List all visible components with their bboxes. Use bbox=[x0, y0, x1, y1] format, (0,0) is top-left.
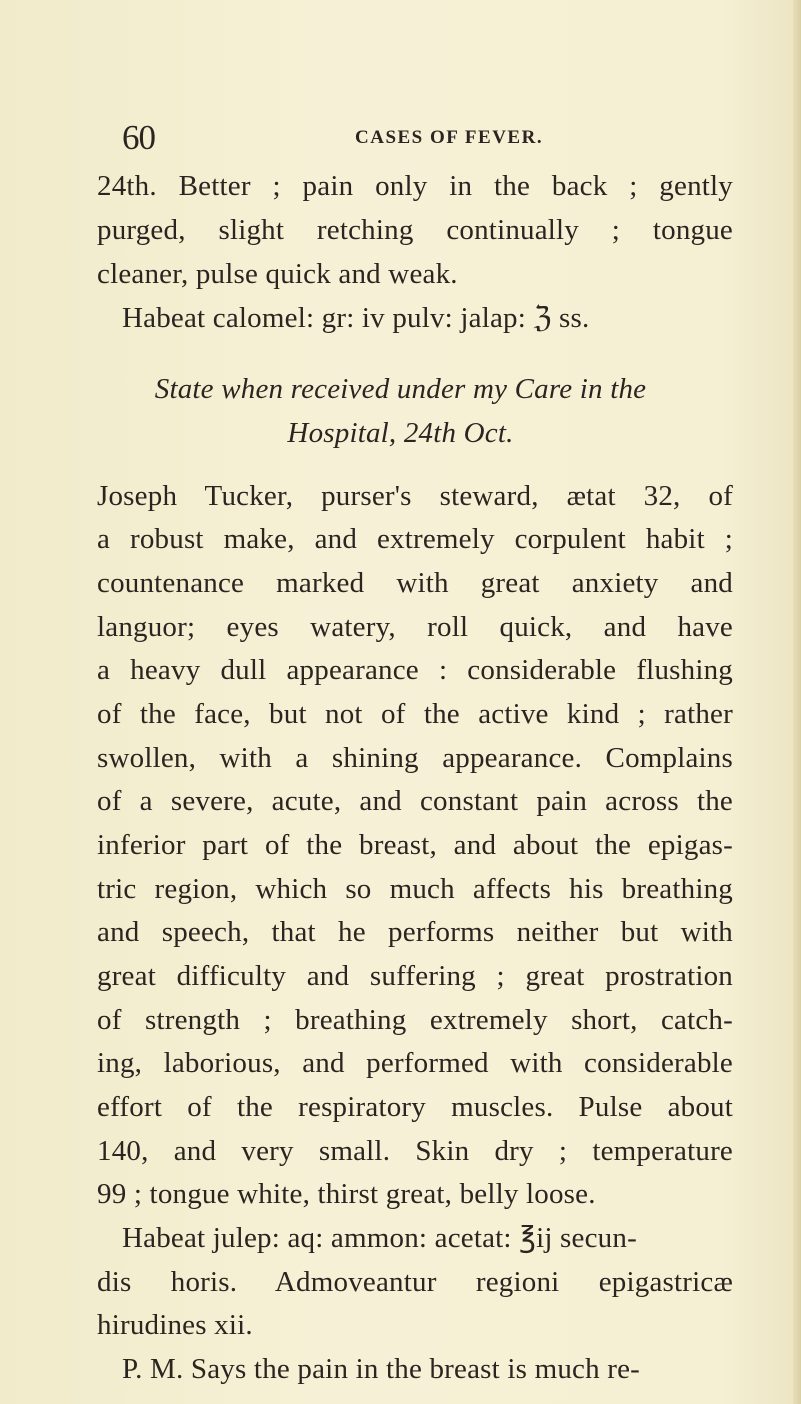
prescription-line: Habeat julep: aq: ammon: acetat: ℥ij secun- bbox=[122, 1222, 637, 1254]
page-edge bbox=[793, 0, 801, 1404]
text-line: Joseph Tucker, purser's steward, ætat 32, of bbox=[97, 480, 733, 512]
text-line: countenance marked with great anxiety and bbox=[97, 567, 733, 599]
text-line: of strength ; breathing extremely short, catch- bbox=[97, 1004, 733, 1036]
text-line: great difficulty and suffering ; great prostration bbox=[97, 960, 733, 992]
text-line: a heavy dull appearance : considerable flushing bbox=[97, 654, 733, 686]
text-line: swollen, with a shining appearance. Complains bbox=[97, 742, 733, 774]
text-line: a robust make, and extremely corpulent habit ; bbox=[97, 523, 733, 555]
text-line: of a severe, acute, and constant pain across the bbox=[97, 785, 733, 817]
text-line: of the face, but not of the active kind ; rather bbox=[97, 698, 733, 730]
prescription-line: Habeat calomel: gr: iv pulv: jalap: ℨ ss. bbox=[122, 302, 590, 334]
text-line: P. M. Says the pain in the breast is much re- bbox=[122, 1353, 641, 1385]
text-line: hirudines xii. bbox=[97, 1309, 253, 1341]
text-line: and speech, that he performs neither but with bbox=[97, 916, 733, 948]
text-line: inferior part of the breast, and about the epigas- bbox=[97, 829, 733, 861]
page-header bbox=[122, 118, 562, 158]
text-line: 99 ; tongue white, thirst great, belly loose. bbox=[97, 1178, 596, 1210]
text-line: effort of the respiratory muscles. Pulse about bbox=[97, 1091, 733, 1123]
text-line: cleaner, pulse quick and weak. bbox=[97, 258, 458, 290]
text-line: tric region, which so much affects his breathing bbox=[97, 873, 733, 905]
text-line: ing, laborious, and performed with considerable bbox=[97, 1047, 733, 1079]
text-line: 140, and very small. Skin dry ; temperature bbox=[97, 1135, 733, 1167]
page-number: 60 bbox=[122, 118, 155, 157]
text-line: purged, slight retching continually ; tongue bbox=[97, 214, 733, 246]
section-heading: Hospital, 24th Oct. bbox=[287, 417, 514, 449]
text-line: languor; eyes watery, roll quick, and have bbox=[97, 611, 733, 643]
section-heading: State when received under my Care in the bbox=[154, 373, 647, 405]
running-head: CASES OF FEVER. bbox=[355, 127, 544, 148]
text-line: dis horis. Admoveantur regioni epigastricæ bbox=[97, 1266, 733, 1298]
text-line: 24th. Better ; pain only in the back ; gently bbox=[97, 170, 733, 202]
